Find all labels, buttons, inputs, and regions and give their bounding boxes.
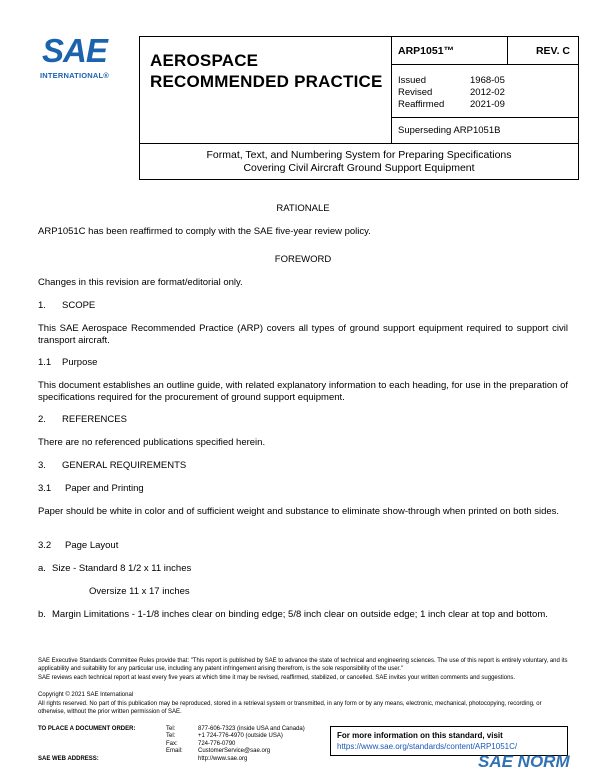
section-1-heading [38,300,568,312]
contact-value: +1 724-776-4970 (outside USA) [198,733,283,740]
section-title: SCOPE [62,300,96,311]
logo-wordmark: SAE [42,32,107,69]
list-marker: b. [38,609,46,620]
date-value: 2021-09 [470,99,505,110]
footer-copyright: Copyright © 2021 SAE International [38,692,134,698]
title-line-1: AEROSPACE [150,51,259,70]
section-3-1-text: Paper should be white in color and of sufficient weight and substance to eliminate show-through when printed on both sides. [38,506,560,517]
superseding-text: Superseding ARP1051B [398,125,501,136]
section-2-heading [38,414,568,426]
section-title: Page Layout [65,540,119,551]
contact-value: 877-606-7323 (inside USA and Canada) [198,726,305,732]
subtitle-line-2: Covering Civil Aircraft Ground Support Equipment [243,162,475,174]
logo-international: INTERNATIONAL® [40,71,110,80]
contact-key: Email: [166,748,183,755]
document-subtitle [140,143,578,180]
rationale-text: ARP1051C has been reaffirmed to comply with the SAE five-year review policy. [38,226,371,237]
subtitle-line-1: Format, Text, and Numbering System for Preparing Specifications [206,149,512,161]
section-number: 1.1 [38,357,52,368]
sae-norm-watermark: SAE NORM [478,752,570,771]
list-marker: a. [38,563,46,574]
list-item-a [38,563,568,575]
contact-row [38,741,318,748]
section-1-text: This SAE Aerospace Recommended Practice (ARP) covers all types of ground support equipment required to support civil transport aircraft. [38,323,568,346]
section-3-1-heading [38,483,568,495]
document-header-box [139,36,579,180]
sae-logo [36,33,122,85]
date-value: 1968-05 [470,75,505,86]
list-item-text: Size - Standard 8 1/2 x 11 inches [52,563,192,574]
order-contact-block [38,726,318,763]
revision-cell [508,37,578,65]
superseding-cell [392,117,578,143]
date-table [398,75,573,111]
standard-url-link[interactable]: https://www.sae.org/standards/content/ARP1051C/ [337,742,518,751]
section-number: 3.1 [38,483,52,494]
more-info-title: For more information on this standard, visit [337,731,503,740]
doc-number: ARP1051™ [398,45,455,57]
section-title: REFERENCES [62,414,127,425]
revision-label: REV. C [535,45,570,57]
list-item-text: Margin Limitations - 1-1/8 inches clear on binding edge; 5/8 inch clear on outside edge; 1 inch clear at top and bottom. [52,609,548,620]
date-row-revised [398,87,573,99]
section-number: 1. [38,300,46,311]
section-1-1-heading [38,357,568,369]
footer-review-note: SAE reviews each technical report at least every five years at which time it may be revised, reaffirmed, stabilized, or cancelled. SAE invites your written comments and suggestions. [38,675,516,681]
contact-row [38,733,318,740]
header-title-cell [140,37,392,143]
section-number: 2. [38,414,46,425]
contact-key: Tel: [166,733,176,740]
section-number: 3.2 [38,540,52,551]
list-item-b [38,609,568,621]
contact-value: 724-776-0790 [198,740,236,747]
contact-row [38,726,318,733]
date-value: 2012-02 [470,87,505,98]
section-title: Paper and Printing [65,483,144,494]
footer-rights: All rights reserved. No part of this publication may be reproduced, stored in a retrieval system or transmitted, in any form or by any means, electronic, mechanical, photocopying, recording, or otherwise, without the prior written permission of SAE. [38,701,542,715]
section-2-text: There are no referenced publications specified herein. [38,437,266,448]
web-label: SAE WEB ADDRESS: [38,755,99,762]
document-type-title [150,50,383,92]
date-label: Revised [398,87,433,98]
contact-email[interactable]: CustomerService@sae.org [198,748,271,755]
foreword-text: Changes in this revision are format/editorial only. [38,277,243,288]
section-number: 3. [38,460,46,471]
order-label: TO PLACE A DOCUMENT ORDER: [38,726,136,732]
contact-row [38,756,318,763]
contact-row [38,748,318,755]
section-title: GENERAL REQUIREMENTS [62,460,187,471]
contact-key: Fax: [166,740,178,747]
section-title: Purpose [62,357,98,368]
date-label: Reaffirmed [398,99,445,110]
section-3-2-heading [38,540,568,552]
date-row-reaffirmed [398,99,573,111]
title-line-2: RECOMMENDED PRACTICE [150,72,383,91]
header-info-cell [392,37,578,143]
contact-key: Tel: [166,726,176,732]
list-item-a-oversize: Oversize 11 x 17 inches [89,586,190,597]
section-1-1-text: This document establishes an outline guide, with related explanatory information to each heading, for use in the preparation of specifications required for the procurement of ground support equipment. [38,380,568,403]
section-3-heading [38,460,568,472]
doc-number-cell [392,37,508,65]
footer-disclaimer: SAE Executive Standards Committee Rules provide that: "This report is published by SAE to advance the state of technical and engineering sciences. The use of this report is entirely voluntary, and its applicability and suitability for any particular use, including any patent infringement arising therefrom, is the sole responsibility of the user." [38,658,568,672]
date-row-issued [398,75,573,87]
web-address-link[interactable]: http://www.sae.org [198,755,248,762]
rationale-heading: RATIONALE [276,203,330,214]
date-label: Issued [398,75,426,86]
foreword-heading: FOREWORD [274,254,332,265]
